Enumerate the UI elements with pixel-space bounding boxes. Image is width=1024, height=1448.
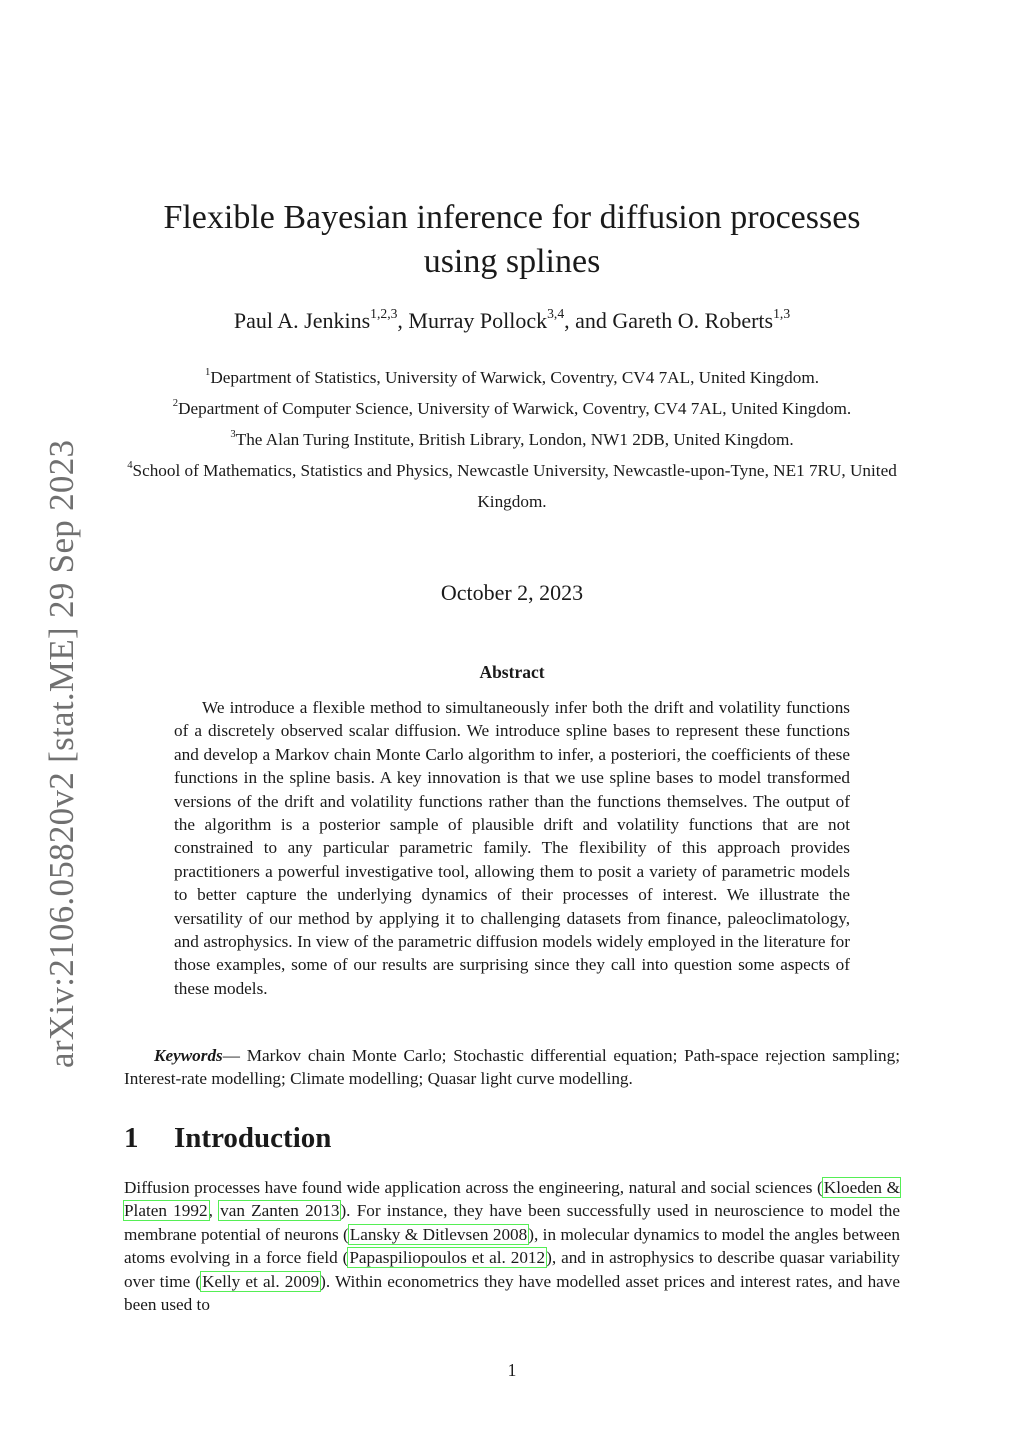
- affiliation: [124, 424, 900, 455]
- section-title: Introduction: [174, 1122, 332, 1154]
- citation-link[interactable]: Kloeden & Platen 1992: [124, 1178, 900, 1221]
- intro-text: Diffusion processes have found wide application across the engineering, natural and social sciences (: [124, 1178, 823, 1197]
- citation-link[interactable]: Kelly et al. 2009: [202, 1271, 320, 1291]
- affiliation: [124, 455, 900, 517]
- intro-text: ,: [208, 1201, 220, 1221]
- citation-link[interactable]: Papaspiliopoulos et al. 2012: [349, 1248, 546, 1268]
- arxiv-identifier: arXiv:2106.05820v2 [stat.ME] 29 Sep 2023: [42, 439, 81, 1068]
- page-number: 1: [507, 1360, 517, 1380]
- intro-text: ). For instance, they have been successfully used in neuroscience to model the membrane potential of neurons (: [124, 1201, 901, 1244]
- affiliation: [124, 393, 900, 424]
- keywords: [124, 1044, 900, 1091]
- author-separator: ,: [397, 308, 409, 333]
- affiliation-text: Department of Computer Science, University of Warwick, Coventry, CV4 7AL, United Kingdom.: [178, 399, 852, 418]
- affiliation-text: School of Mathematics, Statistics and Physics, Newcastle University, Newcastle-upon-Tyne, NE1 7RU, United Kingdom.: [132, 461, 897, 511]
- paper-title: Flexible Bayesian inference for diffusion processes using splines: [163, 199, 861, 280]
- affiliation: [124, 362, 900, 393]
- author-affiliation-marker: 3,4: [547, 305, 565, 321]
- intro-text: ), in molecular dynamics to model the angles between atoms evolving in a force field (: [124, 1224, 900, 1268]
- citation-link[interactable]: Lansky & Ditlevsen 2008: [349, 1224, 528, 1244]
- keywords-label: Keywords: [154, 1046, 223, 1065]
- affiliation-number: 4: [127, 460, 133, 472]
- author-name: Paul A. Jenkins: [233, 308, 371, 333]
- intro-text: ), and in astrophysics to describe quasar variability over time (: [124, 1248, 900, 1291]
- author-affiliation-marker: 1,3: [773, 305, 791, 321]
- author-name: Murray Pollock: [408, 308, 548, 333]
- abstract-text: We introduce a flexible method to simultaneously infer both the drift and volatility functions of a discretely observed scalar diffusion. We introduce spline bases to represent these functions and develop a Markov chain Monte Carlo algorithm to infer, a posteriori, the coefficients of these functions in the spline basis. A key innovation is that we use spline bases to model transformed versions of the drift and volatility functions rather than the functions themselves. The output of the algorithm is a posterior sample of plausible drift and volatility functions that are not constrained to any particular parametric family. The flexibility of this approach provides practitioners a powerful investigative tool, allowing them to posit a variety of parametric models to better capture the underlying dynamics of their processes of interest. We illustrate the versatility of our method by applying it to challenging datasets from finance, paleoclimatology, and astrophysics. In view of the parametric diffusion models widely employed in the literature for those examples, some of our results are surprising since they call into question some aspects of these models.: [174, 698, 850, 998]
- citation-link[interactable]: van Zanten 2013: [220, 1201, 340, 1221]
- affiliation-number: 3: [230, 429, 236, 441]
- affiliation-text: The Alan Turing Institute, British Library, London, NW1 2DB, United Kingdom.: [235, 430, 794, 449]
- section-number: 1: [124, 1122, 139, 1154]
- affiliation-text: Department of Statistics, University of Warwick, Coventry, CV4 7AL, United Kingdom.: [210, 368, 819, 387]
- author-list: [124, 305, 900, 334]
- author-name: Gareth O. Roberts: [612, 308, 774, 333]
- affiliation-list: [124, 362, 900, 517]
- intro-text: ). Within econometrics they have modelled asset prices and interest rates, and have been used to: [124, 1271, 901, 1315]
- author-separator: , and: [564, 308, 613, 333]
- intro-paragraph: [124, 1176, 900, 1316]
- section-heading: [124, 1122, 900, 1155]
- abstract-heading: Abstract: [479, 662, 545, 682]
- author-affiliation-marker: 1,2,3: [370, 305, 398, 321]
- affiliation-number: 1: [204, 367, 211, 379]
- affiliation-number: 2: [172, 398, 179, 410]
- keywords-text: — Markov chain Monte Carlo; Stochastic differential equation; Path-space rejection sampling; Interest-rate modelling; Climate modelling; Quasar light curve modelling.: [124, 1046, 900, 1089]
- publication-date: October 2, 2023: [440, 580, 584, 605]
